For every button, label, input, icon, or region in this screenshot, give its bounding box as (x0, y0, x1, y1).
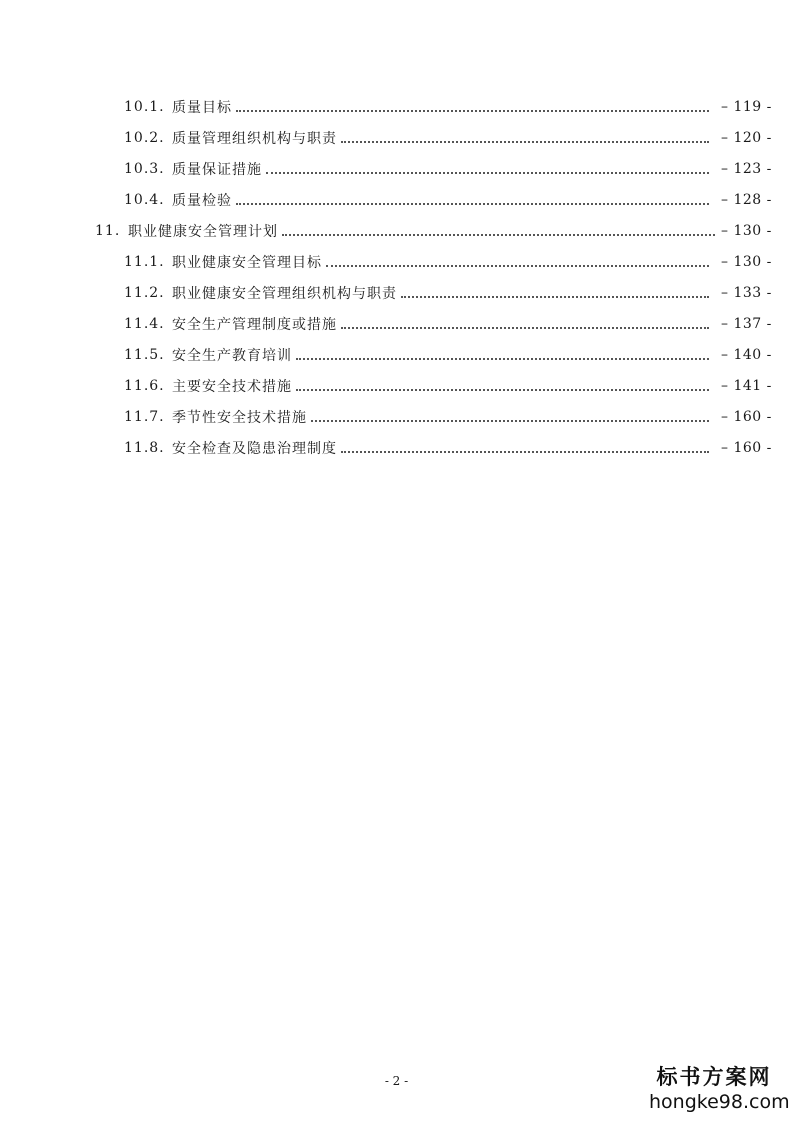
toc-dot-leader (341, 437, 709, 453)
toc-dot-leader (282, 220, 715, 236)
toc-entry[interactable] (0, 246, 793, 277)
toc-entry-page: – 123 - (721, 160, 772, 177)
toc-entry[interactable] (0, 370, 793, 401)
toc-entry-title: 主要安全技术措施 (172, 378, 292, 395)
toc-entry-number: 11.4. (124, 315, 165, 332)
toc-entry-page: – 137 - (721, 315, 772, 332)
watermark-chinese: 标书方案网 (656, 1065, 772, 1089)
toc-entry[interactable] (0, 401, 793, 432)
toc-entry-page: – 128 - (721, 191, 772, 208)
toc-entry[interactable] (0, 215, 793, 246)
toc-entry-title: 职业健康安全管理计划 (128, 223, 278, 240)
toc-dot-leader (401, 282, 709, 298)
watermark-logo (649, 1064, 790, 1114)
toc-entry-page: – 130 - (721, 222, 772, 239)
toc-entry-title: 安全检查及隐患治理制度 (172, 440, 337, 457)
toc-dot-leader (296, 375, 709, 391)
toc-entry[interactable] (0, 184, 793, 215)
toc-entry[interactable] (0, 91, 793, 122)
toc-entry-number: 11.6. (124, 377, 165, 394)
toc-entry-page: – 140 - (721, 346, 772, 363)
toc-entry-page: – 141 - (721, 377, 772, 394)
toc-entry-number: 10.2. (124, 129, 165, 146)
toc-entry-title: 职业健康安全管理目标 (172, 254, 322, 271)
toc-dot-leader (296, 344, 709, 360)
toc-entry-page: – 119 - (721, 98, 772, 115)
toc-entry-title: 季节性安全技术措施 (172, 409, 307, 426)
toc-entry-page: – 160 - (721, 408, 772, 425)
toc-entry-title: 安全生产教育培训 (172, 347, 292, 364)
toc-entry-number: 10.4. (124, 191, 165, 208)
toc-entry-page: – 130 - (721, 253, 772, 270)
toc-entry[interactable] (0, 308, 793, 339)
toc-entry-title: 质量目标 (172, 99, 232, 116)
toc-dot-leader (236, 96, 709, 112)
toc-entry-number: 10.3. (124, 160, 165, 177)
toc-entry-number: 11.5. (124, 346, 165, 363)
toc-entry[interactable] (0, 432, 793, 463)
toc-entry-number: 10.1. (124, 98, 165, 115)
toc-entry-number: 11.2. (124, 284, 165, 301)
toc-entry-number: 11.7. (124, 408, 165, 425)
toc-dot-leader (341, 313, 709, 329)
toc-entry-page: – 160 - (721, 439, 772, 456)
toc-dot-leader (266, 158, 709, 174)
watermark-url: hongke98.com (649, 1091, 790, 1113)
toc-entry-title: 质量保证措施 (172, 161, 262, 178)
toc-entry-title: 安全生产管理制度或措施 (172, 316, 337, 333)
toc-entry-title: 职业健康安全管理组织机构与职责 (172, 285, 397, 302)
table-of-contents (0, 91, 793, 463)
page-number: - 2 - (384, 1074, 409, 1088)
toc-entry-title: 质量检验 (172, 192, 232, 209)
toc-dot-leader (311, 406, 709, 422)
toc-entry-page: – 120 - (721, 129, 772, 146)
toc-entry-number: 11. (95, 222, 121, 239)
toc-dot-leader (341, 127, 709, 143)
toc-entry-page: – 133 - (721, 284, 772, 301)
toc-dot-leader (326, 251, 709, 267)
toc-entry[interactable] (0, 153, 793, 184)
toc-entry-number: 11.8. (124, 439, 165, 456)
toc-entry[interactable] (0, 122, 793, 153)
toc-entry[interactable] (0, 277, 793, 308)
toc-entry-title: 质量管理组织机构与职责 (172, 130, 337, 147)
toc-entry[interactable] (0, 339, 793, 370)
toc-dot-leader (236, 189, 709, 205)
toc-entry-number: 11.1. (124, 253, 165, 270)
